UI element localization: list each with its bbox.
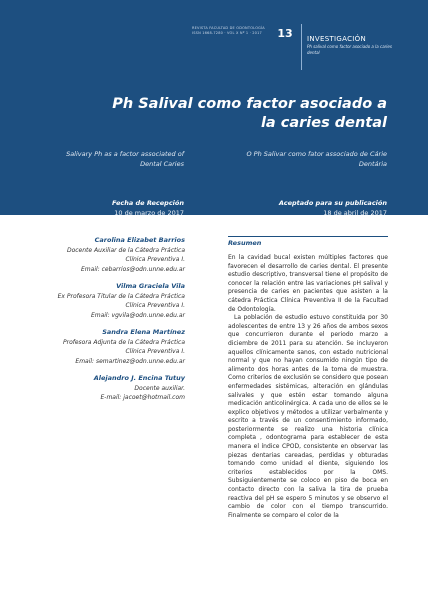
author-name: Carolina Elizabet Barrios: [94, 236, 185, 244]
author-affiliation: Profesora Adjunta de la Cátedra Práctica: [62, 338, 185, 346]
author-affiliation: Clínica Preventiva I.: [125, 302, 185, 309]
author-affiliation: Clínica Preventiva I.: [125, 256, 185, 263]
author-email[interactable]: E-mail: jacoet@hotmail.com: [100, 394, 185, 401]
author-affiliation: Docente auxiliar.: [134, 384, 185, 392]
author-block: [40, 374, 185, 403]
abstract-body: [228, 254, 388, 600]
author-email[interactable]: Email: cebarrios@odn.unne.edu.ar: [81, 265, 185, 273]
abstract-rule: [228, 236, 388, 237]
author-name: Alejandro J. Encina Tutuy: [93, 374, 185, 382]
journal-issn: ISSN 1668-7280 · VOL X Nº 1 · 2017: [192, 31, 262, 35]
article-title-portuguese: O Ph Salivar como fator associado de Cárie Dentária: [246, 150, 387, 168]
accepted-label: Aceptado para su publicación: [278, 199, 387, 207]
section-label: INVESTIGACIÓN: [307, 35, 366, 43]
author-block: [40, 282, 185, 320]
article-title: Ph Salival como factor asociado a la caries dental: [112, 96, 387, 131]
author-affiliation: Docente Auxiliar de la Cátedra Práctica: [66, 246, 185, 254]
author-name: Sandra Elena Martínez: [102, 328, 185, 336]
author-block: [40, 328, 185, 366]
abstract-paragraph: En la cavidad bucal existen múltiples factores que favorecen el desarrollo de caries dental. El presente estudio descriptivo, transversal tiene el propósito de conocer la relación entre las variaciones pH salival y presencia de caries en pacientes que asisten a la cátedra Práctica Clínica Preventiva II de la Facultad de Odontología.: [228, 254, 388, 313]
author-affiliation: Clínica Preventiva I.: [125, 348, 185, 355]
journal-name: REVISTA FACULTAD DE ODONTOLOGÍA: [192, 26, 265, 30]
author-block: [40, 236, 185, 274]
received-date: 10 de marzo de 2017: [114, 209, 184, 217]
abstract-heading: Resumen: [228, 239, 262, 247]
header-divider: [301, 24, 302, 70]
received-label: Fecha de Recepción: [112, 199, 184, 207]
accepted-date: 18 de abril de 2017: [323, 209, 387, 217]
header-band: [0, 0, 428, 215]
authors-column: [40, 236, 185, 411]
journal-info: [192, 26, 272, 36]
author-name: Vilma Graciela Vila: [116, 282, 185, 290]
article-title-english: Salivary Ph as a factor associated of Dental Caries: [66, 150, 184, 168]
section-subtitle: Ph salival como factor asociado a la caries dental: [307, 44, 392, 55]
author-email[interactable]: Email: vgvila@odn.unne.edu.ar: [90, 311, 185, 319]
author-email[interactable]: Email: semartinez@odn.unne.edu.ar: [75, 357, 185, 365]
issue-number: 13: [277, 27, 293, 40]
author-affiliation: Ex Profesora Titular de la Cátedra Práctica: [57, 292, 185, 300]
abstract-paragraph: La población de estudio estuvo constituida por 30 adolescentes de entre 13 y 26 años de ambos sexos que concurrieron durante el periodo marzo a diciembre de 2011 para su atención. Se incluyeron aquellos clínicamente sanos, con estado nutricional normal y que no hayan consumido ningún tipo de alimento dos horas antes de la toma de muestra. Como criterios de exclusión se considero que posean enfermedades sistémicas, alteración en glándulas salivales y que estén estar tomando alguna medicación anticolinérgica. A cada uno de ellos se le explico objetivos y métodos a utilizar verbalmente y escrito a través de un consentimiento informado, posteriormente se realizo una historia clínica completa , odontograma para establecer de esta manera el índice CPOD, consistente en observar las piezas dentarias careadas, perdidas y obturadas tomando como unidad el diente, siguiendo los criterios establecidos por la OMS. Subsiguientemente se coloco en piso de boca en contacto directo con la saliva la tira de prueba reactiva del pH se espero 5 minutos y se observo el cambio de color con el tiempo transcurrido. Finalmente se comparo el color de la: [228, 314, 388, 519]
